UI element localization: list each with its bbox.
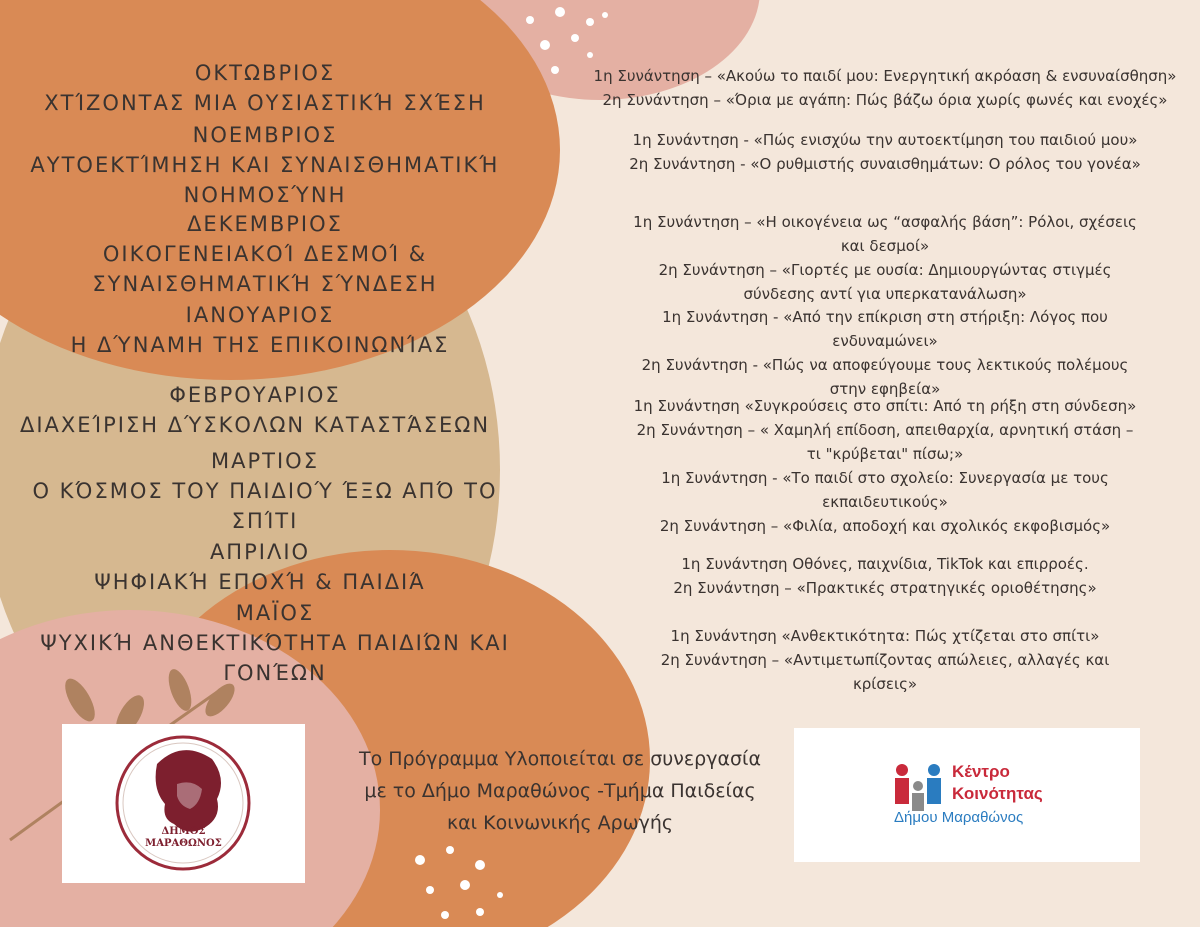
month-theme: ΓΟΝΈΩΝ (223, 661, 327, 685)
footer-line: Το Πρόγραμμα Υλοποιείται σε συνεργασία (358, 748, 761, 770)
month-october (0, 58, 530, 118)
sessions-november (585, 128, 1185, 176)
month-april (0, 537, 520, 597)
month-theme: ΑΥΤΟΕΚΤΊΜΗΣΗ ΚΑΙ ΣΥΝΑΙΣΘΗΜΑΤΙΚΉ (30, 153, 500, 177)
dimos-marathonos-logo (62, 724, 305, 883)
month-theme: Ο ΚΌΣΜΟΣ ΤΟΥ ΠΑΙΔΙΟΎ ΈΞΩ ΑΠΌ ΤΟ (32, 479, 498, 503)
kentro-title-2: Κοινότητας (952, 784, 1043, 803)
month-theme: ΧΤΊΖΟΝΤΑΣ ΜΙΑ ΟΥΣΙΑΣΤΙΚΉ ΣΧΈΣΗ (44, 91, 486, 115)
session-line: 1η Συνάντηση – «Η οικογένεια ως “ασφαλής βάση”: Ρόλοι, σχέσεις (633, 213, 1137, 231)
session-line: 2η Συνάντηση – «Γιορτές με ουσία: Δημιουργώντας στιγμές (658, 261, 1112, 279)
month-name: ΑΠΡΙΛΙΟ (209, 540, 311, 564)
month-february (0, 380, 510, 440)
session-line: κρίσεις» (852, 675, 918, 693)
sessions-april (585, 552, 1185, 600)
session-line: 2η Συνάντηση – «Πρακτικές στρατηγικές οριοθέτησης» (673, 579, 1097, 597)
footer-line: και Κοινωνικής Αρωγής (446, 812, 674, 834)
month-theme: ΨΥΧΙΚΉ ΑΝΘΕΚΤΙΚΌΤΗΤΑ ΠΑΙΔΙΏΝ ΚΑΙ (40, 631, 510, 655)
session-line: 1η Συνάντηση - «Από την επίκριση στη στήριξη: Λόγος που (662, 308, 1108, 326)
session-line: 2η Συνάντηση – «Όρια με αγάπη: Πώς βάζω όρια χωρίς φωνές και ενοχές» (602, 91, 1168, 109)
session-line: 2η Συνάντηση - «Ο ρυθμιστής συναισθημάτων: Ο ρόλος του γονέα» (629, 155, 1141, 173)
month-march (0, 446, 530, 536)
kentro-title-1: Κέντρο (952, 762, 1010, 781)
month-name: ΜΑΪΟΣ (235, 601, 315, 625)
footer-partnership-text (330, 743, 790, 839)
month-theme: ΨΗΦΙΑΚΉ ΕΠΟΧΉ & ΠΑΙΔΙΆ (94, 570, 426, 594)
month-january (0, 300, 520, 360)
session-line: 1η Συνάντηση Οθόνες, παιχνίδια, TikTok και επιρροές. (681, 555, 1089, 573)
kentro-koinotitas-logo (794, 728, 1140, 862)
session-line: ενδυναμώνει» (832, 332, 938, 350)
session-line: 1η Συνάντηση - «Το παιδί στο σχολείο: Συνεργασία με τους (661, 469, 1109, 487)
kentro-subtitle: Δήμου Μαραθώνος (894, 809, 1024, 826)
sessions-october (585, 64, 1185, 112)
sessions-february (585, 394, 1185, 466)
session-line: 1η Συνάντηση - «Πώς ενισχύω την αυτοεκτίμηση του παιδιού μου» (632, 131, 1138, 149)
month-theme: ΝΟΗΜΟΣΎΝΗ (183, 183, 347, 207)
month-name: ΦΕΒΡΟΥΑΡΙΟΣ (169, 383, 341, 407)
month-name: ΝΟΕΜΒΡΙΟΣ (192, 123, 338, 147)
month-name: ΜΑΡΤΙΟΣ (211, 449, 319, 473)
month-november (0, 120, 530, 210)
session-line: 2η Συνάντηση – «Φιλία, αποδοχή και σχολικός εκφοβισμός» (659, 517, 1111, 535)
footer-line: με το Δήμο Μαραθώνος -Τμήμα Παιδείας (364, 780, 756, 802)
session-line: σύνδεσης αντί για υπερκατανάλωση» (743, 285, 1027, 303)
session-line: 2η Συνάντηση – « Χαμηλή επίδοση, απειθαρχία, αρνητική στάση – (636, 421, 1134, 439)
sessions-december (585, 210, 1185, 306)
month-december (0, 209, 530, 299)
month-theme: ΟΙΚΟΓΕΝΕΙΑΚΟΊ ΔΕΣΜΟΊ & (102, 242, 428, 266)
month-name: ΙΑΝΟΥΑΡΙΟΣ (185, 303, 335, 327)
month-theme: ΣΥΝΑΙΣΘΗΜΑΤΙΚΉ ΣΎΝΔΕΣΗ (92, 272, 438, 296)
session-line: 1η Συνάντηση «Ανθεκτικότητα: Πώς χτίζεται στο σπίτι» (670, 627, 1100, 645)
month-theme: ΔΙΑΧΕΊΡΙΣΗ ΔΎΣΚΟΛΩΝ ΚΑΤΑΣΤΆΣΕΩΝ (19, 413, 491, 437)
dimos-label-2: ΜΑΡΑΘΩΝΟΣ (145, 838, 222, 849)
month-theme: Η ΔΎΝΑΜΗ ΤΗΣ ΕΠΙΚΟΙΝΩΝΊΑΣ (70, 333, 450, 357)
month-theme: ΣΠΊΤΙ (231, 509, 299, 533)
seal-icon (62, 724, 305, 883)
dimos-label-1: ΔΗΜΟΣ (161, 826, 206, 837)
month-may (0, 598, 550, 688)
session-line: στην εφηβεία» (829, 380, 941, 398)
month-name: ΔΕΚΕΜΒΡΙΟΣ (187, 212, 343, 236)
session-line: 1η Συνάντηση «Συγκρούσεις στο σπίτι: Από τη ρήξη στη σύνδεση» (633, 397, 1137, 415)
session-line: τι "κρύβεται" πίσω;» (806, 445, 964, 463)
session-line: εκπαιδευτικούς» (822, 493, 948, 511)
month-name: ΟΚΤΩΒΡΙΟΣ (194, 61, 336, 85)
session-line: 2η Συνάντηση – «Αντιμετωπίζοντας απώλειες, αλλαγές και (660, 651, 1110, 669)
session-line: και δεσμοί» (840, 237, 930, 255)
sessions-january (585, 305, 1185, 401)
session-line: 1η Συνάντηση – «Ακούω το παιδί μου: Ενεργητική ακρόαση & ενσυναίσθηση» (593, 67, 1177, 85)
sessions-march (585, 466, 1185, 538)
sessions-may (585, 624, 1185, 696)
session-line: 2η Συνάντηση - «Πώς να αποφεύγουμε τους λεκτικούς πολέμους (641, 356, 1129, 374)
